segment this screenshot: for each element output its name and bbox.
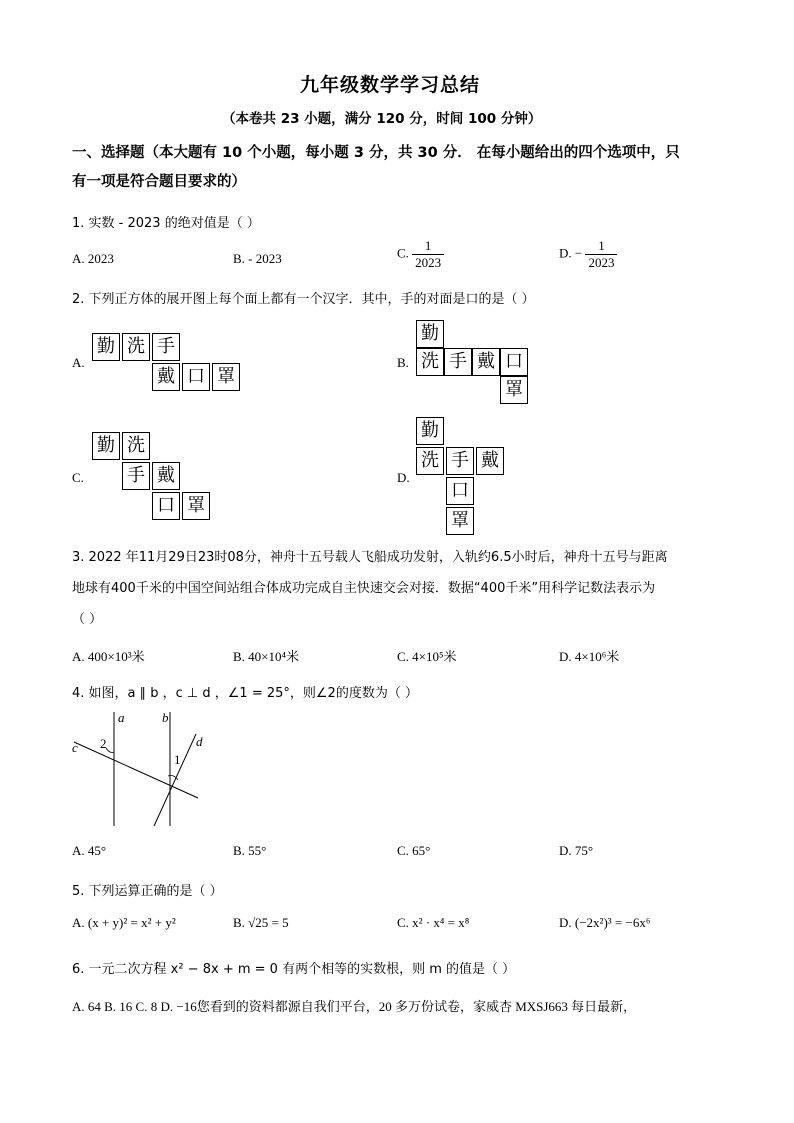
q3-option-a[interactable]: A. 400×10³米 — [72, 649, 145, 664]
net-cell: 口 — [500, 348, 528, 376]
label-d: d — [196, 734, 203, 749]
q1-option-d[interactable] — [559, 238, 617, 271]
q1-option-c[interactable] — [397, 238, 444, 271]
net-cell: 戴 — [152, 462, 180, 490]
net-cell: 手 — [446, 447, 474, 475]
q1-option-b[interactable]: B. - 2023 — [233, 251, 282, 266]
q4-geometry-figure — [68, 706, 208, 836]
net-cell: 口 — [446, 477, 474, 505]
question-6-stem: 6. 一元二次方程 x² − 8x + m = 0 有两个相等的实数根，则 m 的值是（ ） — [72, 962, 516, 977]
net-cell: 戴 — [472, 348, 500, 376]
question-3-line3: （ ） — [72, 612, 103, 627]
question-3-line2: 地球有400千米的中国空间站组合体成功完成自主快速交会对接．数据“400千米”用科学记数法表示为 — [72, 581, 656, 596]
q4-option-c[interactable]: C. 65° — [397, 843, 431, 858]
label-c: c — [72, 740, 78, 755]
net-cell: 罩 — [446, 507, 474, 535]
q4-option-d[interactable]: D. 75° — [559, 843, 594, 858]
q1-option-a[interactable]: A. 2023 — [72, 251, 114, 266]
q5-option-c[interactable]: C. x² · x⁴ = x⁸ — [397, 915, 470, 930]
q3-option-c[interactable]: C. 4×10⁵米 — [397, 649, 457, 664]
q3-option-d[interactable]: D. 4×10⁶米 — [559, 649, 620, 664]
section-heading-cont: 有一项是符合题目要求的） — [72, 174, 246, 190]
q5-option-d[interactable]: D. (−2x²)³ = −6x⁶ — [559, 915, 651, 930]
q6-options[interactable]: A. 64 B. 16 C. 8 D. −16您看到的资料都源自我们平台，20 多万份试卷，家威杏 MXSJ663 每日最新， — [72, 999, 637, 1014]
net-cell: 手 — [152, 333, 180, 361]
net-cell: 洗 — [122, 432, 150, 460]
question-1-stem: 1. 实数 - 2023 的绝对值是（ ） — [72, 216, 260, 231]
q2-option-a[interactable]: A. — [72, 355, 85, 370]
page-title: 九年级数学学习总结 — [300, 74, 481, 96]
line-d — [154, 734, 196, 826]
section-heading: 一、选择题（本大题有 10 个小题，每小题 3 分，共 30 分． 在每小题给出的四个选项中，只 — [72, 145, 680, 161]
q1-option-d-fraction: $\frac{1}{2023}$ — [585, 238, 617, 271]
net-cell: 口 — [182, 363, 210, 391]
q5-option-a[interactable]: A. (x + y)² = x² + y² — [72, 915, 176, 930]
net-cell: 勤 — [92, 432, 120, 460]
page-subtitle: （本卷共 23 小题，满分 120 分，时间 100 分钟） — [222, 111, 542, 127]
q4-option-a[interactable]: A. 45° — [72, 843, 107, 858]
question-2-stem: 2. 下列正方体的展开图上每个面上都有一个汉字．其中，手的对面是口的是（ ） — [72, 292, 535, 307]
net-cell: 洗 — [416, 348, 444, 376]
q4-option-b[interactable]: B. 55° — [233, 843, 267, 858]
q1-option-c-fraction: $\frac{1}{2023}$ — [412, 238, 444, 271]
q2-option-d[interactable]: D. — [397, 470, 410, 485]
q5-option-b[interactable]: B. √25 = 5 — [233, 915, 289, 930]
net-cell: 戴 — [476, 447, 504, 475]
net-cell: 罩 — [212, 363, 240, 391]
net-cell: 勤 — [92, 333, 120, 361]
net-cell: 洗 — [416, 447, 444, 475]
label-angle-2: 2 — [100, 736, 107, 751]
question-5-stem: 5. 下列运算正确的是（ ） — [72, 884, 223, 899]
net-cell: 手 — [444, 348, 472, 376]
net-cell: 口 — [152, 492, 180, 520]
net-cell: 罩 — [500, 376, 528, 404]
label-b: b — [162, 710, 169, 725]
question-4-stem: 4. 如图，a ∥ b ，c ⊥ d ，∠1 = 25°，则∠2的度数为（ ） — [72, 686, 418, 701]
net-cell: 勤 — [416, 320, 444, 348]
label-angle-1: 1 — [174, 752, 181, 767]
net-cell: 戴 — [152, 363, 180, 391]
q1-option-d-label: D. − — [559, 245, 583, 261]
question-3-line1: 3. 2022 年11月29日23时08分，神舟十五号载人飞船成功发射，入轨约6.5小时后，神舟十五号与距离 — [72, 550, 668, 565]
net-cell: 勤 — [416, 417, 444, 445]
net-cell: 洗 — [122, 333, 150, 361]
q2-option-b[interactable]: B. — [397, 355, 409, 370]
angle-2-arc — [106, 748, 114, 753]
label-a: a — [118, 710, 125, 725]
q2-option-c[interactable]: C. — [72, 470, 84, 485]
q3-option-b[interactable]: B. 40×10⁴米 — [233, 649, 300, 664]
net-cell: 手 — [122, 462, 150, 490]
q1-option-c-label: C. — [397, 245, 409, 261]
net-cell: 罩 — [182, 492, 210, 520]
